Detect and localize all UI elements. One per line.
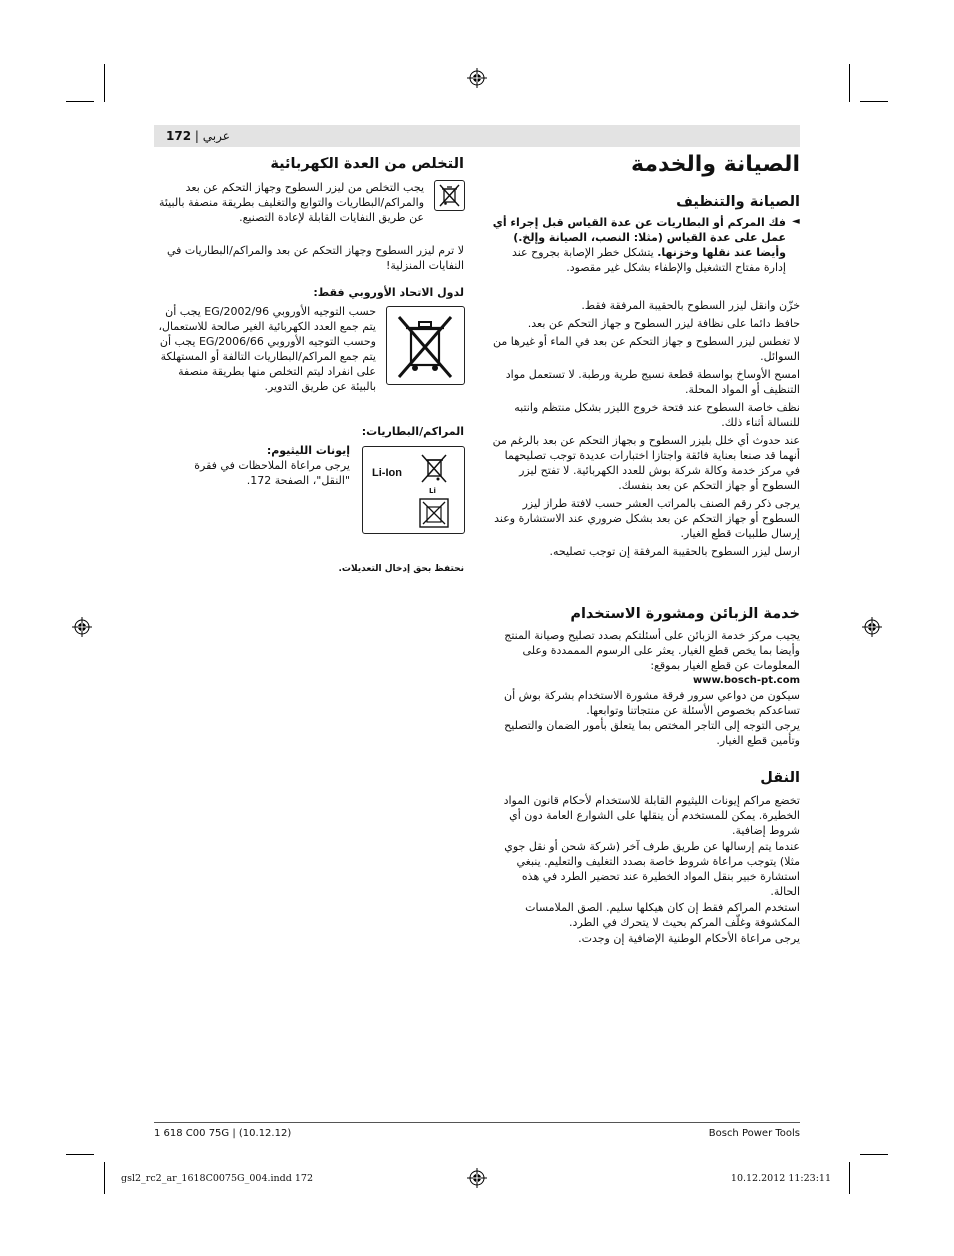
paragraph: يجيب مركز خدمة الزبائن على أسئلتكم بصدد تصليح وصيانة المنتج وأيضا بما يخص قطع الغيار. يعثر على الرسوم المممددة وعلى المعلومات عن قطع الغيار بموقع: bbox=[504, 629, 800, 672]
service-heading: خدمة الزبائن ومشورة الاستخدام bbox=[570, 606, 800, 622]
footer-rule bbox=[154, 1122, 800, 1123]
disposal-paragraph-2 bbox=[154, 243, 464, 273]
liion-block bbox=[154, 444, 350, 488]
maintenance-heading: الصيانة والتنظيف bbox=[676, 194, 800, 210]
paragraph: عندما يتم إرسالها عن طريق طرف آخر (شركة شحن أو نقل جوي مثلا) يتوجب مراعاة شروط خاصة بصدد التغليف والتعليم. ينبغي استشارة خبير بنقل المواد الخطيرة عند تحضير الطرد في هذه الحالة. bbox=[504, 840, 800, 898]
crop-mark bbox=[860, 1154, 888, 1155]
paragraph: لا تغطس ليزر السطوح و جهاز التحكم عن بعد في الماء أو غيرها من السوائل. bbox=[492, 335, 800, 363]
liion-heading: إيونات الليثيوم: bbox=[266, 444, 350, 457]
warning-paragraph bbox=[490, 215, 786, 275]
footer-doc-number: 1 618 C00 75G | (10.12.12) bbox=[154, 1128, 292, 1139]
crop-mark bbox=[849, 1162, 850, 1194]
maintenance-paragraphs bbox=[490, 298, 800, 559]
registration-mark-icon bbox=[862, 617, 882, 637]
footer-brand: Bosch Power Tools bbox=[708, 1128, 800, 1139]
crop-mark bbox=[66, 101, 94, 102]
transport-heading: النقل bbox=[760, 770, 800, 786]
service-paragraphs bbox=[490, 628, 800, 748]
reserve-note-block bbox=[154, 562, 464, 577]
li-small-label: Li bbox=[429, 487, 436, 495]
paragraph: استخدم المراكم فقط إن كان هيكلها سليم. الصق الملامسات المكشوفة وغلّف المركم بحيث لا يتحرك في الطرد. bbox=[525, 901, 800, 929]
website-link[interactable]: www.bosch-pt.com bbox=[692, 675, 800, 686]
transport-heading-block bbox=[490, 770, 800, 786]
maintenance-heading-block bbox=[490, 194, 800, 210]
header-bar bbox=[154, 125, 800, 147]
eu-heading-block bbox=[154, 286, 464, 299]
crop-mark bbox=[66, 1154, 94, 1155]
disposal-heading: التخلص من العدة الكهربائية bbox=[270, 156, 464, 172]
li-ion-label: Li-Ion bbox=[372, 467, 402, 479]
slug-datetime: 10.12.2012 11:23:11 bbox=[730, 1173, 831, 1184]
eu-paragraph bbox=[154, 304, 376, 394]
paragraph: لا ترم ليزر السطوح وجهاز التحكم عن بعد والمراكم/البطاريات في النفايات المنزلية! bbox=[167, 244, 464, 272]
paragraph: يجب التخلص من ليزر السطوح وجهاز التحكم عن بعد والمراكم/البطاريات والتوابع والتغليف بطريقة منصفة بالبيئة عن طريق النفايات القابلة لإعادة التصنيع. bbox=[158, 181, 424, 224]
header-language: عربي bbox=[202, 129, 230, 143]
paragraph: يرجى مراعاة الملاحظات في فقرة "النقل"، الصفحة 172. bbox=[194, 459, 350, 487]
paragraph: نظف خاصة السطوح عند فتحة خروج الليزر بشكل منتظم وانتبه للنسالة أثناء ذلك. bbox=[514, 401, 800, 429]
paragraph: سيكون من دواعي سرور فرقة مشورة الاستخدام بشركة بوش أن تساعدكم بخصوص الأسئلة عن منتجاتنا وتوابعها. bbox=[504, 689, 800, 717]
paragraph: يرجى مراعاة الأحكام الوطنية الإضافية إن وجدت. bbox=[578, 932, 800, 945]
crop-mark bbox=[104, 1162, 105, 1194]
main-title-block bbox=[490, 152, 800, 177]
page-header bbox=[166, 129, 230, 143]
warning-bold-text: فك المركم أو البطاريات عن عدة القياس قبل إجراء أي عمل على عدة القياس (مثلا: النصب، الصيانة وإلخ.) وأيضا عند نقلها وخزنها. bbox=[492, 216, 786, 259]
slug-file: gsl2_rc2_ar_1618C0075G_004.indd 172 bbox=[121, 1173, 313, 1184]
paragraph: عند حدوث أي خلل بليزر السطوح و بجهاز التحكم عن بعد بالرغم من أنهما قد صنعا بعناية فائقة واجتازا اختبارات عديدة توجب تصليحهما في مركز خدمة وكالة شركة بوش للعدد الكهربائية. لا تفتح ليزر السطوح أو جهاز التحكم عن بعد بنفسك. bbox=[492, 434, 800, 492]
reserve-note: نحتفظ بحق إدخال التعديلات. bbox=[338, 564, 464, 574]
bullet-arrow-icon: ◄ bbox=[792, 216, 800, 227]
paragraph: خزّن وانقل ليزر السطوح بالحقيبة المرفقة فقط. bbox=[581, 299, 800, 312]
main-title: الصيانة والخدمة bbox=[631, 152, 800, 177]
transport-paragraphs bbox=[490, 793, 800, 946]
batteries-heading-block bbox=[154, 425, 464, 438]
registration-mark-icon bbox=[72, 617, 92, 637]
crop-mark bbox=[860, 101, 888, 102]
page-number: 172 bbox=[166, 129, 192, 143]
crop-mark bbox=[104, 64, 105, 102]
registration-mark-icon bbox=[467, 68, 487, 88]
paragraph: امسح الأوساخ بواسطة قطعة نسيج طرية ورطبة. لا تستعمل مواد التنظيف أو المواد المحلة. bbox=[505, 368, 800, 396]
paragraph: يرجى التوجه إلى التاجر المختص بما يتعلق بأمور الضمان والتصليح وتأمين قطع الغيار. bbox=[504, 719, 800, 747]
crossed-bin-icon bbox=[386, 306, 465, 385]
paragraph: يرجى ذكر رقم الصنف بالمراتب العشر حسب لافتة طراز ليزر السطوح أو جهاز التحكم عن بعد بشكل ضروري عند الاستشارة وعند إرسال طلبيات قطع الغيار. bbox=[494, 497, 800, 540]
disposal-heading-block bbox=[154, 156, 464, 172]
warning-normal-text: يتشكل خطر الإصابة بجروح عند إدارة مفتاح التشغيل والإطفاء بشكل غير مقصود. bbox=[511, 246, 786, 274]
weee-crossed-bin-icon bbox=[434, 180, 465, 211]
header-separator: | bbox=[194, 129, 199, 143]
paragraph: ارسل ليزر السطوح بالحقيبة المرفقة إن توجب تصليحه. bbox=[549, 545, 800, 558]
li-ion-recycling-icon bbox=[362, 446, 465, 534]
service-heading-block bbox=[490, 606, 800, 622]
paragraph: حافظ دائما على نظافة ليزر السطوح و جهاز التحكم عن بعد. bbox=[527, 317, 800, 330]
disposal-paragraph-1 bbox=[154, 180, 424, 225]
batteries-heading: المراكم/البطاريات: bbox=[361, 425, 464, 438]
paragraph: تخضع مراكم إيونات الليثيوم القابلة للاستخدام لأحكام قانون المواد الخطيرة. يمكن للمستخدم أن ينقلها على الشوارع العامة دون أي شروط إضافية. bbox=[503, 794, 800, 837]
paragraph: حسب التوجيه الأوروبي 2002/96/EG يجب أن يتم جمع العدد الكهربائية الغير صالحة للاستعمال، وحسب التوجيه الأوروبي 2006/66/EG يجب أن يتم جمع المراكم/البطاريات التالفة أو المستهلكة على انفراد ليتم التخلص منها بطريقة منصفة بالبيئة عن طريق التدوير. bbox=[158, 305, 376, 393]
crop-mark bbox=[849, 64, 850, 102]
eu-heading: لدول الاتحاد الأوروبي فقط: bbox=[313, 286, 464, 299]
registration-mark-icon bbox=[467, 1168, 487, 1188]
